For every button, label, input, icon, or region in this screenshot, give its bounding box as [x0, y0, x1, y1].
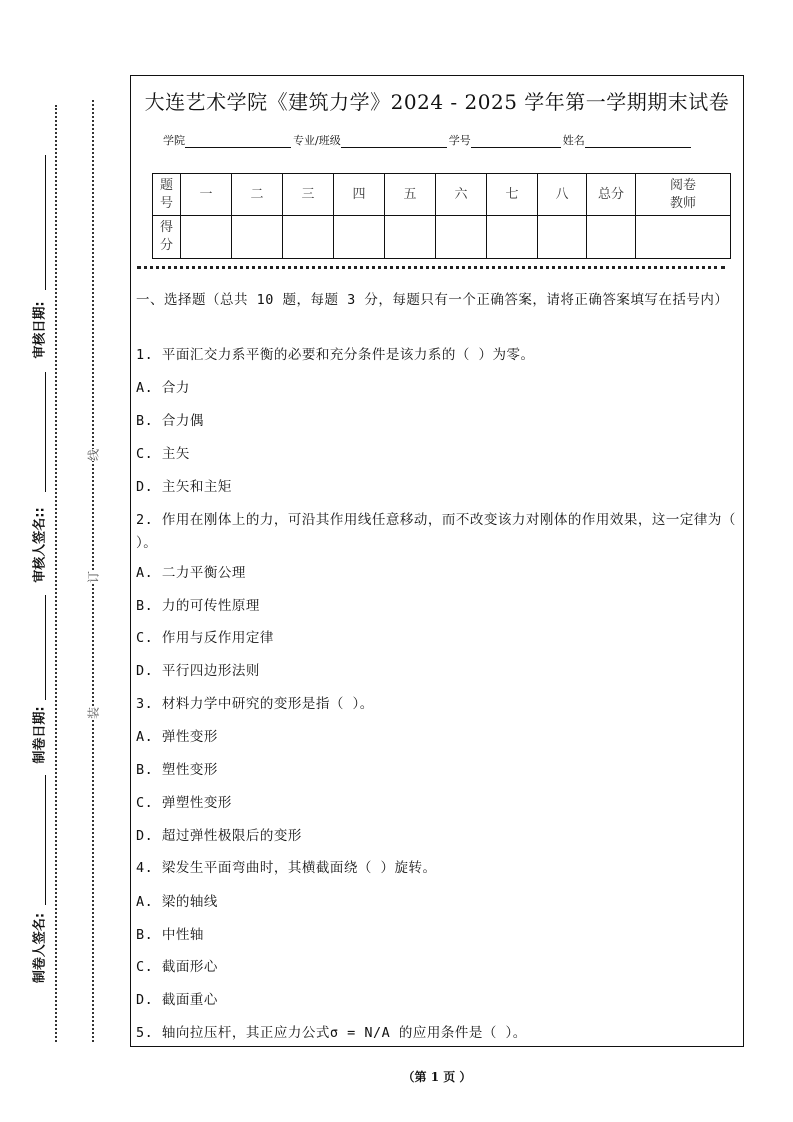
- section-heading: 一、选择题（总共 10 题，每题 3 分，每题只有一个正确答案，请将正确答案填写在括号内）: [136, 292, 729, 308]
- score-table: [152, 173, 731, 259]
- option: B. 塑性变形: [136, 762, 218, 778]
- name-label: 姓名: [562, 134, 585, 147]
- name-field[interactable]: [585, 135, 691, 148]
- prepare-date-label: 制卷日期:: [32, 706, 48, 764]
- score-cell[interactable]: [334, 216, 385, 259]
- major-class-field[interactable]: [341, 135, 447, 148]
- column-header-total: 总分: [587, 174, 636, 216]
- row-label-get: 得: [159, 220, 173, 235]
- page-number: （第 1 页 ）: [402, 1070, 472, 1084]
- option: C. 作用与反作用定律: [136, 630, 274, 646]
- binding-mark-bind: 装: [86, 706, 101, 720]
- column-header: 四: [334, 174, 385, 216]
- score-cell[interactable]: [436, 216, 487, 259]
- question-5: 5. 轴向拉压杆，其正应力公式σ = N/A 的应用条件是（ ）。: [136, 1025, 527, 1041]
- reviewer-signature-line: [45, 372, 46, 492]
- college-field[interactable]: [185, 135, 291, 148]
- major-class-label: 专业/班级: [293, 134, 341, 147]
- option: A. 梁的轴线: [136, 894, 218, 910]
- option: B. 力的可传性原理: [136, 598, 260, 614]
- option: A. 二力平衡公理: [136, 565, 246, 581]
- binding-mark-staple: 订: [86, 570, 101, 584]
- option: D. 主矢和主矩: [136, 479, 232, 495]
- option: D. 超过弹性极限后的变形: [136, 828, 302, 844]
- option: D. 截面重心: [136, 992, 218, 1008]
- option: C. 截面形心: [136, 959, 218, 975]
- question-3: 3. 材料力学中研究的变形是指（ ）。: [136, 696, 374, 712]
- option: B. 中性轴: [136, 927, 204, 943]
- student-info-row: [163, 132, 693, 148]
- college-label: 学院: [163, 134, 185, 147]
- column-header: 七: [487, 174, 538, 216]
- score-cell[interactable]: [385, 216, 436, 259]
- grader-label-1: 阅卷: [669, 177, 696, 193]
- exam-page-frame: [130, 75, 744, 1047]
- option: A. 合力: [136, 380, 190, 396]
- option: C. 主矢: [136, 446, 190, 462]
- binding-dotted-line-outer: [55, 105, 57, 1042]
- score-cell[interactable]: [181, 216, 232, 259]
- preparer-signature-line: [45, 775, 46, 905]
- student-id-label: 学号: [448, 134, 471, 147]
- grader-label-2: 教师: [669, 195, 696, 211]
- reviewer-signature-label: 审核人签名::: [32, 507, 48, 583]
- review-date-line: [45, 155, 46, 290]
- dotted-separator: [137, 266, 725, 269]
- student-id-field[interactable]: [471, 135, 561, 148]
- preparer-signature-label: 制卷人签名:: [32, 912, 48, 984]
- question-2: 2. 作用在刚体上的力，可沿其作用线任意移动，而不改变该力对刚体的作用效果，这一定律为（ ）。: [136, 512, 736, 551]
- score-table-score-row: [153, 216, 731, 259]
- score-cell[interactable]: [487, 216, 538, 259]
- binding-mark-line: 线: [86, 448, 101, 462]
- question-4: 4. 梁发生平面弯曲时，其横截面绕（ ）旋转。: [136, 860, 437, 876]
- column-header: 一: [181, 174, 232, 216]
- row-label-q: 题: [159, 177, 173, 193]
- option: D. 平行四边形法则: [136, 663, 260, 679]
- score-table-header-row: [153, 174, 731, 216]
- score-cell-total[interactable]: [587, 216, 636, 259]
- score-cell[interactable]: [232, 216, 283, 259]
- score-cell[interactable]: [283, 216, 334, 259]
- column-header: 五: [385, 174, 436, 216]
- row-label-num: 号: [159, 195, 173, 211]
- column-header: 三: [283, 174, 334, 216]
- column-header: 二: [232, 174, 283, 216]
- question-1: 1. 平面汇交力系平衡的必要和充分条件是该力系的（ ）为零。: [136, 347, 535, 363]
- score-cell[interactable]: [538, 216, 587, 259]
- column-header: 八: [538, 174, 587, 216]
- prepare-date-line: [45, 595, 46, 700]
- option: A. 弹性变形: [136, 729, 218, 745]
- option: C. 弹塑性变形: [136, 795, 232, 811]
- exam-title: 大连艺术学院《建筑力学》2024 - 2025 学年第一学期期末试卷: [144, 90, 730, 114]
- row-label-score: 分: [159, 238, 173, 253]
- review-date-label: 审核日期:: [32, 301, 48, 359]
- score-cell-grader[interactable]: [636, 216, 731, 259]
- option: B. 合力偶: [136, 413, 204, 429]
- column-header: 六: [436, 174, 487, 216]
